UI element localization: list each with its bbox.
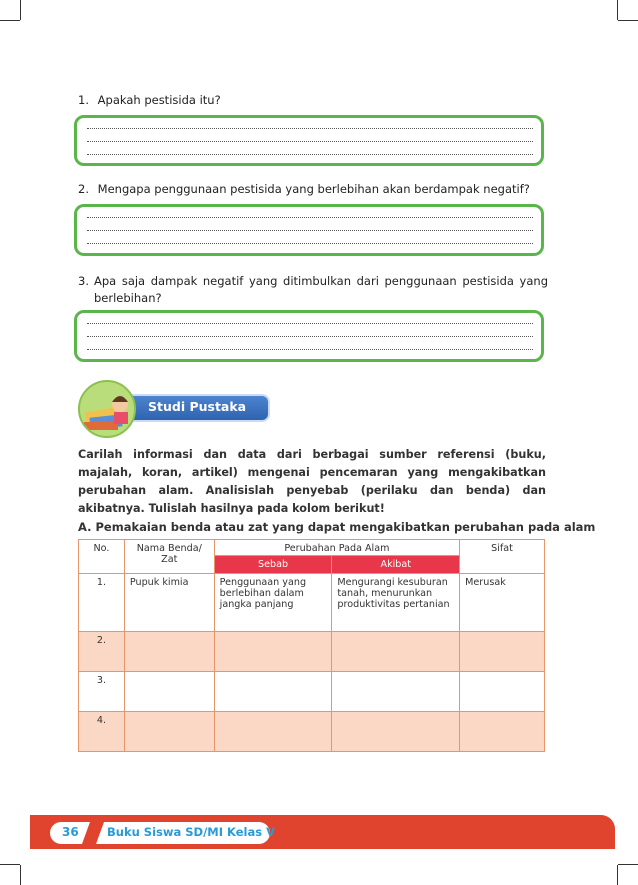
crop-mark <box>20 865 21 885</box>
section-a-heading: A. Pemakaian benda atau zat yang dapat mengakibatkan perubahan pada alam <box>78 520 596 534</box>
crop-mark <box>617 0 618 20</box>
cell-sebab: Penggunaan yang berlebihan dalam jangka panjang <box>214 574 332 632</box>
crop-mark <box>617 865 618 885</box>
cell-sifat[interactable] <box>460 712 545 752</box>
question-1 <box>78 92 221 109</box>
table-row <box>79 632 545 672</box>
cell-no: 2. <box>79 632 125 672</box>
header-sifat: Sifat <box>460 540 545 574</box>
answer-box-3[interactable] <box>74 310 544 362</box>
cell-nama[interactable] <box>124 712 214 752</box>
table-header-row <box>79 540 545 556</box>
cell-no: 1. <box>79 574 125 632</box>
reading-child-icon <box>78 380 136 438</box>
studi-pustaka-badge <box>78 380 278 438</box>
question-text: Apa saja dampak negatif yang ditimbulkan dari penggunaan pestisida yang berlebihan? <box>94 274 548 305</box>
crop-mark <box>618 20 638 21</box>
question-3 <box>78 273 548 307</box>
table-row <box>79 574 545 632</box>
cell-sifat[interactable] <box>460 632 545 672</box>
crop-mark <box>0 20 20 21</box>
cell-akibat[interactable] <box>332 672 460 712</box>
question-number: 1. <box>78 93 89 107</box>
cell-no: 4. <box>79 712 125 752</box>
question-text: Mengapa penggunaan pestisida yang berlebihan akan berdampak negatif? <box>97 182 530 196</box>
crop-mark <box>618 864 638 865</box>
cell-akibat: Mengurangi kesuburan tanah, menurunkan produktivitas pertanian <box>332 574 460 632</box>
cell-no: 3. <box>79 672 125 712</box>
question-number: 3. <box>78 274 89 288</box>
cell-sebab[interactable] <box>214 632 332 672</box>
page-number: 36 <box>62 825 79 839</box>
instruction-paragraph: Carilah informasi dan data dari berbagai sumber referensi (buku, majalah, koran, artikel) mengenai pencemaran yang mengakibatkan perubahan alam. Analisislah penyebab (perilaku dan benda) dan akibatnya. Tulislah hasilnya pada kolom berikut! <box>78 448 546 515</box>
cell-sifat[interactable] <box>460 672 545 712</box>
question-text: Apakah pestisida itu? <box>97 93 221 107</box>
answer-box-1[interactable] <box>74 115 544 166</box>
cell-akibat[interactable] <box>332 632 460 672</box>
question-number: 2. <box>78 182 89 196</box>
table-row <box>79 672 545 712</box>
table-row <box>79 712 545 752</box>
header-perubahan: Perubahan Pada Alam <box>214 540 459 556</box>
header-no: No. <box>79 540 125 574</box>
book-title: Buku Siswa SD/MI Kelas V <box>107 825 275 839</box>
data-table <box>78 539 545 752</box>
header-nama: Nama Benda/ Zat <box>124 540 214 574</box>
studi-pustaka-label: Studi Pustaka <box>148 399 247 414</box>
answer-box-2[interactable] <box>74 204 544 256</box>
crop-mark <box>20 0 21 20</box>
cell-sifat: Merusak <box>460 574 545 632</box>
crop-mark <box>0 864 20 865</box>
cell-akibat[interactable] <box>332 712 460 752</box>
question-2 <box>78 181 530 198</box>
cell-sebab[interactable] <box>214 712 332 752</box>
cell-sebab[interactable] <box>214 672 332 712</box>
cell-nama[interactable] <box>124 632 214 672</box>
cell-nama[interactable] <box>124 672 214 712</box>
header-akibat: Akibat <box>332 556 460 574</box>
header-sebab: Sebab <box>214 556 332 574</box>
cell-nama: Pupuk kimia <box>124 574 214 632</box>
